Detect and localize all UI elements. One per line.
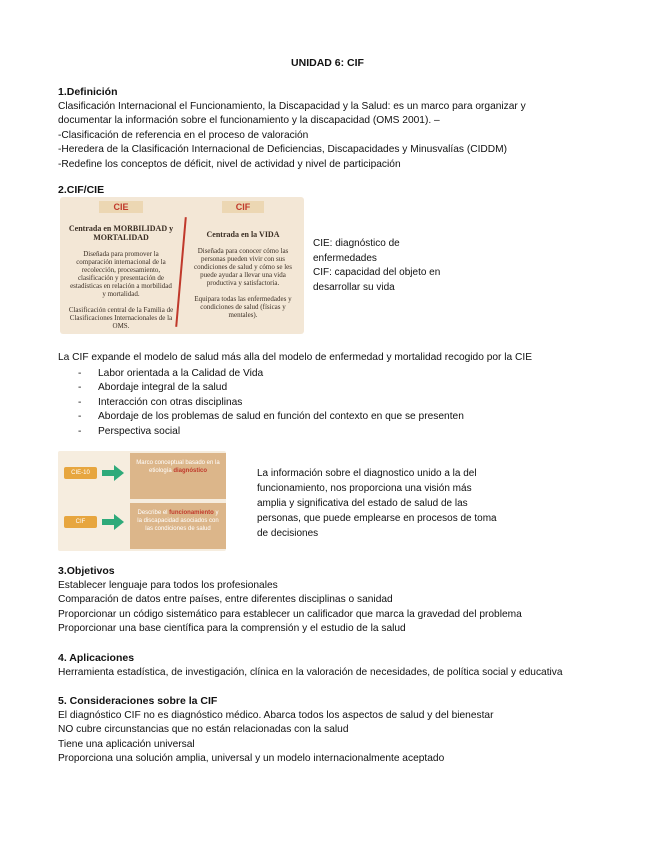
section-heading: 5. Consideraciones sobre la CIF (58, 695, 218, 707)
cie10-description (130, 453, 226, 499)
diagnostico-funcionamiento-figure (58, 451, 226, 551)
section-objetivos (58, 564, 638, 637)
cie-cif-comparison-figure (60, 197, 304, 334)
text-line: CIE: diagnóstico de (313, 238, 400, 249)
text-line: -Heredera de la Clasificación Internacional de Deficiencias, Discapacidades y Minusvalías (CIDDM) (58, 144, 508, 156)
text-line: Proporciona una solución amplia, universal y un modelo internacionalmente aceptado (58, 753, 445, 765)
text-line: funcionamiento, nos proporciona una visión más (257, 483, 472, 494)
section-aplicaciones (58, 651, 638, 680)
cif-text: Equipara todas las enfermedades y condiciones de salud (físicas y mentales). (194, 294, 292, 319)
cif-tag: CIF (222, 201, 265, 213)
section-consideraciones (58, 694, 638, 767)
cie-text: Diseñada para promover la comparación internacional de la recolección, procesamiento, clasificación y presentación de estadísticas en relación a morbilidad y mortalidad. (70, 249, 172, 298)
text-line: Proporcionar un código sistemático para establecer un calificador que marca la gravedad del problema (58, 608, 522, 620)
text-line: amplia y significativa del estado de salud de las (257, 498, 468, 509)
text-line: La CIF expande el modelo de salud más alla del modelo de enfermedad y mortalidad recogido por la CIE (58, 352, 532, 363)
box-text: Marco conceptual basado en la etiología (136, 460, 220, 474)
text-line: de decisiones (257, 528, 319, 539)
text-line: Clasificación Internacional el Funcionamiento, la Discapacidad y la Salud: es un marco para organizar y (58, 100, 526, 112)
text-line: personas, que puede emplearse en procesos de toma (257, 513, 497, 524)
text-line: -Clasificación de referencia en el proceso de valoración (58, 129, 309, 141)
cie-text: Clasificación central de la Familia de Clasificaciones Internacionales de la OMS. (68, 305, 174, 330)
cif-expansion (58, 351, 638, 440)
list-item: - Abordaje integral de la salud (58, 381, 638, 396)
section-heading: 3.Objetivos (58, 565, 115, 577)
cif-pill: CIF (64, 516, 97, 528)
arrow-right-icon (102, 465, 124, 481)
cie-cif-note (313, 237, 473, 295)
text-line: La información sobre el diagnostico unido a la del (257, 468, 477, 479)
text-line: -Redefine los conceptos de déficit, nivel de actividad y nivel de participación (58, 158, 401, 170)
box-highlight: diagnóstico (173, 468, 208, 474)
cie-subtitle: Centrada en MORBILIDAD y MORTALIDAD (68, 223, 174, 242)
text-line: enfermedades (313, 252, 377, 264)
text-line: Establecer lenguaje para todos los profesionales (58, 579, 278, 591)
text-line: Herramienta estadística, de investigación, clínica en la valoración de necesidades, de política social y educativa (58, 666, 563, 678)
box-text: y la discapacidad asociados con las condiciones de salud (137, 510, 219, 532)
text-line: Comparación de datos entre países, entre diferentes disciplinas o sanidad (58, 594, 393, 606)
text-line: NO cubre circunstancias que no están relacionadas con la salud (58, 724, 349, 736)
cif-subtitle: Centrada en la VIDA (206, 229, 280, 239)
bullet-list (58, 367, 638, 440)
section-heading: 1.Definición (58, 86, 118, 98)
cif-text: Diseñada para conocer cómo las personas pueden vivir con sus condiciones de salud y cómo se les puede ayudar a llevar una vida productiva y satisfactoria. (194, 246, 292, 287)
section-heading: 4. Aplicaciones (58, 652, 135, 664)
text-line: Tiene una aplicación universal (58, 738, 195, 750)
text-line: El diagnóstico CIF no es diagnóstico médico. Abarca todos los aspectos de salud y del bienestar (58, 709, 494, 721)
page-title: UNIDAD 6: CIF (291, 57, 364, 69)
diagnostico-note (257, 466, 527, 541)
list-item: - Labor orientada a la Calidad de Vida (58, 367, 638, 382)
box-highlight: funcionamiento (169, 510, 214, 516)
text-line: Proporcionar una base científica para la comprensión y el estudio de la salud (58, 623, 406, 635)
text-line: CIF: capacidad del objeto en (313, 267, 441, 278)
text-line: desarrollar su vida (313, 281, 395, 293)
cie-column (60, 197, 182, 334)
section-definicion (58, 85, 638, 173)
list-item: - Abordaje de los problemas de salud en función del contexto en que se presenten (58, 410, 638, 425)
box-text: Describe el (137, 510, 168, 516)
section-cif-cie (58, 183, 638, 198)
cif-description (130, 503, 226, 549)
cie-tag: CIE (99, 201, 142, 213)
arrow-right-icon (102, 514, 124, 530)
cie10-pill: CIE-10 (64, 467, 97, 479)
cif-column (182, 197, 304, 334)
list-item: - Interacción con otras disciplinas (58, 396, 638, 411)
list-item: - Perspectiva social (58, 425, 638, 440)
text-line: documentar la información sobre el funcionamiento y la discapacidad (OMS 2001). – (58, 115, 440, 127)
section-heading: 2.CIF/CIE (58, 184, 105, 196)
